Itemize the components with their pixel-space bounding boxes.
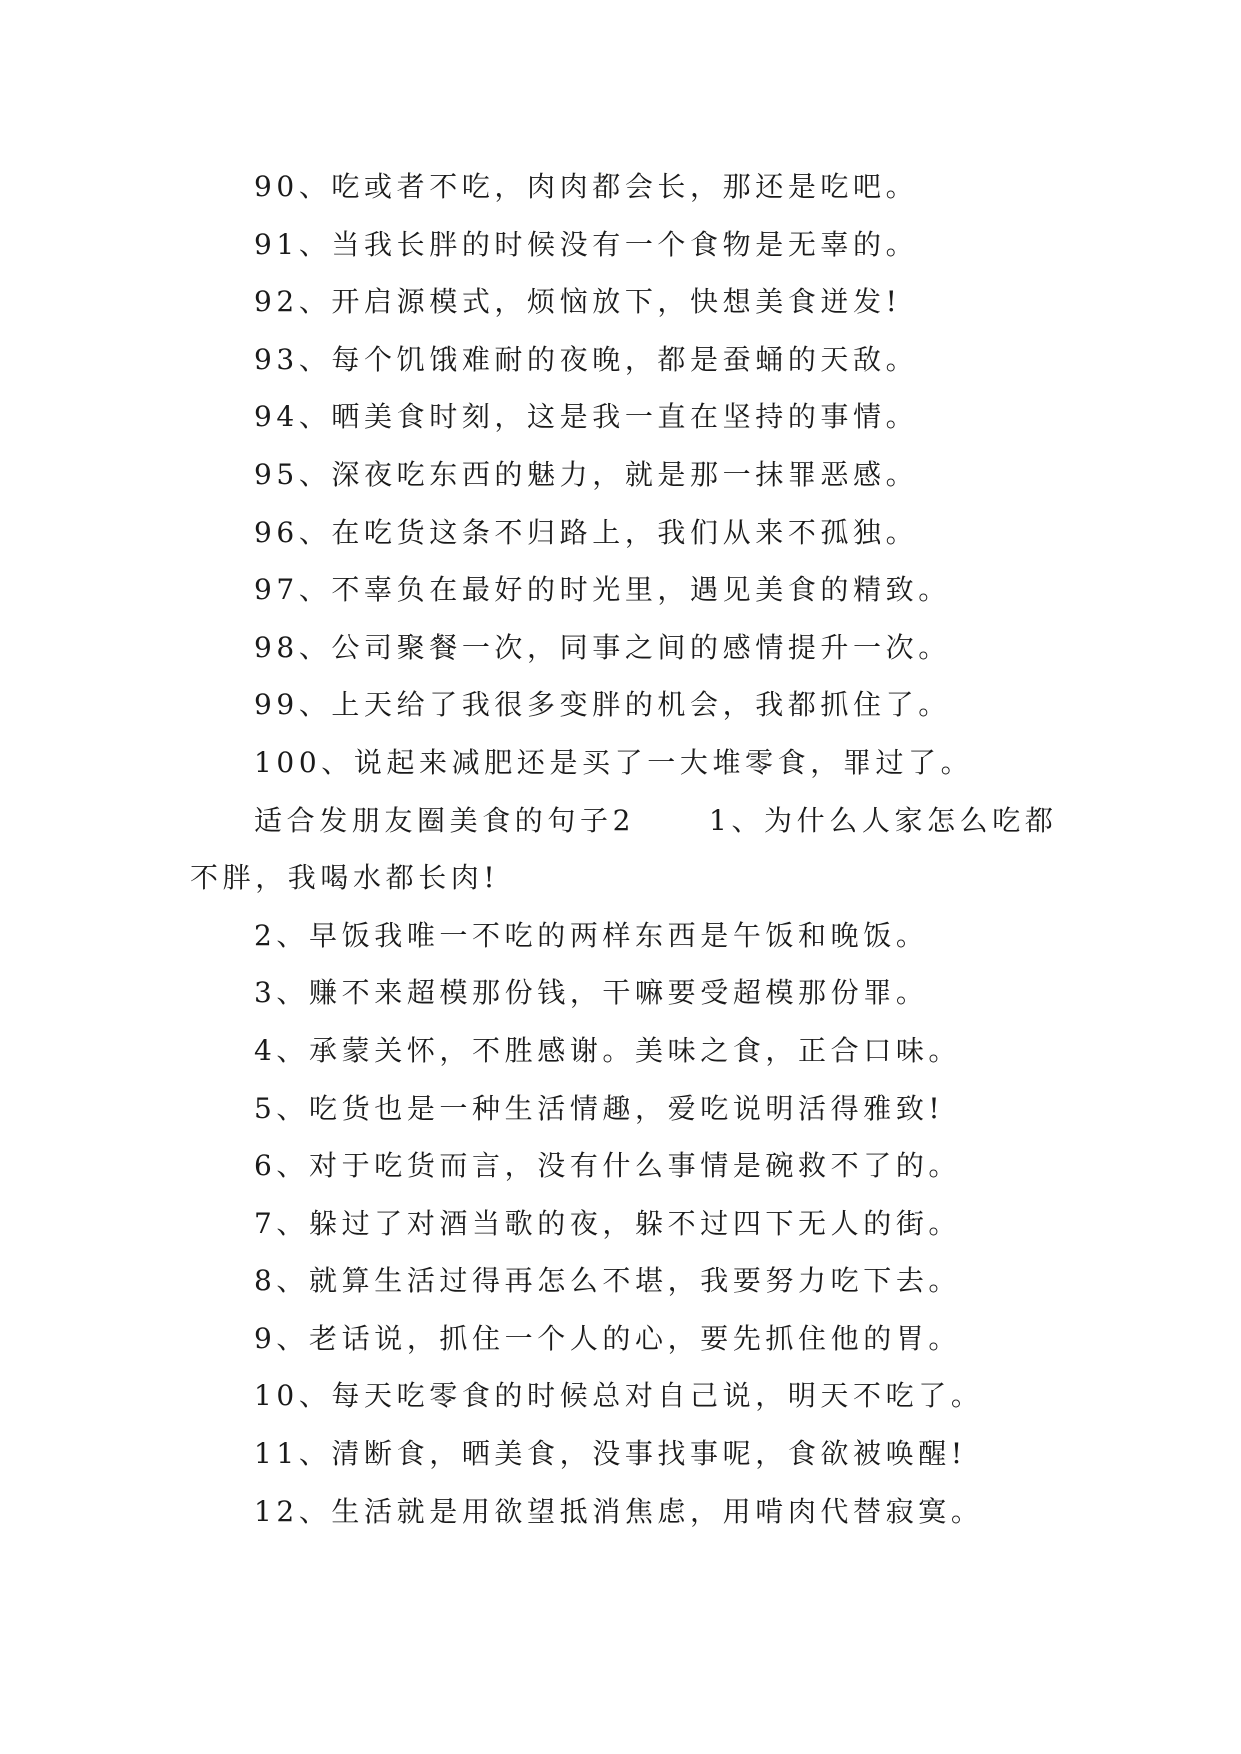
list-item: 100、说起来减肥还是买了一大堆零食，罪过了。 xyxy=(254,745,974,779)
list-item: 12、生活就是用欲望抵消焦虑，用啃肉代替寂寞。 xyxy=(254,1494,984,1528)
list-item: 2、早饭我唯一不吃的两样东西是午饭和晚饭。 xyxy=(254,918,929,952)
list-item: 10、每天吃零食的时候总对自己说，明天不吃了。 xyxy=(254,1379,984,1413)
list-item: 92、开启源模式，烦恼放下，快想美食迸发! xyxy=(254,285,902,319)
list-item: 98、公司聚餐一次，同事之间的感情提升一次。 xyxy=(254,630,951,664)
list-item: 7、躲过了对酒当歌的夜，躲不过四下无人的街。 xyxy=(254,1206,962,1240)
list-item: 97、不辜负在最好的时光里，遇见美食的精致。 xyxy=(254,573,951,607)
section-heading-line xyxy=(190,792,1058,850)
list-item: 5、吃货也是一种生活情趣，爱吃说明活得雅致! xyxy=(254,1091,945,1125)
document-body xyxy=(190,158,1058,1540)
list-item: 90、吃或者不吃，肉肉都会长，那还是吃吧。 xyxy=(254,170,919,203)
section-heading: 适合发朋友圈美食的句子2 xyxy=(254,803,636,837)
list-item-start: 1、为什么人家怎么吃都 xyxy=(709,803,1058,837)
list-item: 11、清断食，晒美食，没事找事呢，食欲被唤醒! xyxy=(254,1437,967,1471)
list-item: 94、晒美食时刻，这是我一直在坚持的事情。 xyxy=(254,400,919,434)
list-item: 6、对于吃货而言，没有什么事情是碗救不了的。 xyxy=(254,1149,962,1183)
list-item: 95、深夜吃东西的魅力，就是那一抹罪恶感。 xyxy=(254,457,919,491)
list-item: 4、承蒙关怀，不胜感谢。美味之食，正合口味。 xyxy=(254,1033,962,1067)
list-item: 9、老话说，抓住一个人的心，要先抓住他的胃。 xyxy=(254,1321,962,1355)
list-item: 99、上天给了我很多变胖的机会，我都抓住了。 xyxy=(254,688,951,722)
list-item: 8、就算生活过得再怎么不堪，我要努力吃下去。 xyxy=(254,1264,962,1298)
list-item: 91、当我长胖的时候没有一个食物是无辜的。 xyxy=(254,227,919,261)
list-item: 96、在吃货这条不归路上，我们从来不孤独。 xyxy=(254,515,919,549)
list-item: 3、赚不来超模那份钱，干嘛要受超模那份罪。 xyxy=(254,976,929,1010)
list-item-continuation: 不胖，我喝水都长肉! xyxy=(190,861,500,895)
list-item: 93、每个饥饿难耐的夜晚，都是蚕蛹的天敌。 xyxy=(254,342,919,376)
